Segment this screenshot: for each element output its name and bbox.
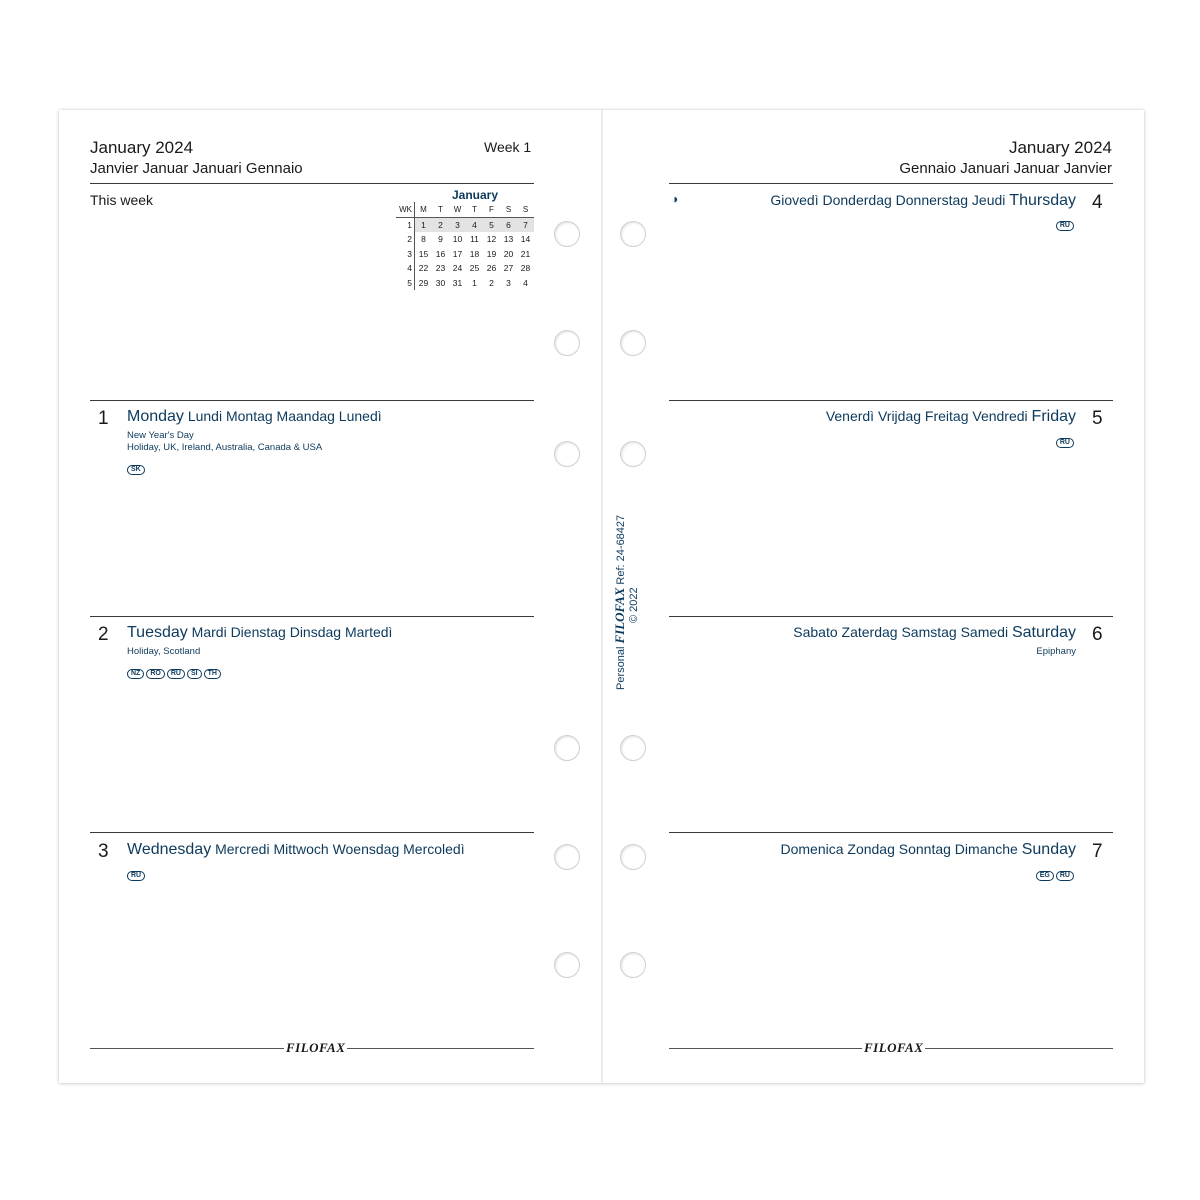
mini-day: 5 [483,217,500,232]
mini-week-number: 4 [396,261,415,276]
punch-hole [620,330,646,356]
mini-week-row [396,261,534,276]
country-badge: RU [1056,438,1074,448]
country-badges [1036,864,1076,882]
mini-day: 9 [438,234,443,245]
day-name-english: Saturday [1011,624,1076,641]
first-quarter-moon-icon: ◑ [671,192,679,206]
mini-col-header: T [432,202,449,217]
spine-ref: Ref: 24-68427 [615,514,627,585]
mini-day: 30 [435,277,446,288]
day-name-translations: Mardi Dienstag Dinsdag Martedì [191,624,393,640]
mini-week-number: 3 [396,247,415,262]
mini-day: 13 [503,234,514,245]
mini-day: 16 [435,248,446,259]
mini-day: 1 [415,217,433,232]
day-number: 1 [98,408,109,429]
right-header-subtitle: Gennaio Januari Januar Janvier [899,160,1112,177]
mini-day: 4 [523,277,528,288]
mini-day: 20 [503,248,514,259]
country-badge: RU [1056,871,1074,881]
mini-week-row [396,217,534,232]
mini-day: 4 [466,217,483,232]
mini-day: 26 [486,263,497,274]
mini-day: 15 [418,248,429,259]
day-name-english: Monday [127,408,184,425]
punch-hole [554,735,580,761]
day-number: 4 [1092,192,1103,213]
mini-day: 2 [432,217,449,232]
punch-hole [554,221,580,247]
mini-col-header: M [415,202,433,217]
day-name-translations: Venerdì Vrijdag Freitag Vendredi [825,408,1028,424]
left-header-subtitle: Janvier Januar Januari Gennaio [90,160,303,177]
day-note: Holiday, UK, Ireland, Australia, Canada & USA [127,442,323,453]
mini-col-header: T [466,202,483,217]
day-name-english: Sunday [1021,841,1076,858]
mini-week-number: 1 [396,217,415,232]
mini-day: 31 [452,277,463,288]
punch-hole [620,441,646,467]
mini-day: 7 [517,217,534,232]
country-badge: EG [1036,871,1054,881]
day-name-english: Thursday [1009,192,1076,209]
day-note: Holiday, Scotland [127,646,201,657]
mini-day: 22 [418,263,429,274]
day-name-english: Wednesday [127,841,212,858]
country-badges [127,864,147,882]
spine-copyright: © 2022 [628,587,640,623]
mini-day: 3 [506,277,511,288]
mini-day: 19 [486,248,497,259]
page-fold [601,110,603,1083]
country-badge: RU [127,871,145,881]
punch-hole [554,330,580,356]
day-name-translations: Domenica Zondag Sonntag Dimanche [780,841,1018,857]
day-name-translations: Giovedì Donderdag Donnerstag Jeudi [770,192,1006,208]
mini-day: 25 [469,263,480,274]
day-name-english: Tuesday [127,624,188,641]
day-rule [90,616,534,617]
day-number: 2 [98,624,109,645]
mini-col-header: S [500,202,517,217]
mini-calendar [396,188,536,290]
mini-day: 23 [435,263,446,274]
day-number: 5 [1092,408,1103,429]
punch-hole [620,735,646,761]
punch-hole [554,441,580,467]
punch-hole [554,952,580,978]
right-header-rule [669,183,1113,184]
mini-week-row [396,276,534,291]
spine-personal: Personal [615,646,627,690]
country-badges [1056,431,1076,449]
day-rule [669,616,1113,617]
mini-calendar-title: January [451,188,499,202]
day-name-english: Friday [1031,408,1076,425]
mini-day: 1 [472,277,477,288]
mini-col-header: F [483,202,500,217]
country-badge: RU [167,669,185,679]
punch-hole [620,221,646,247]
day-rule [90,400,534,401]
mini-col-header: S [517,202,534,217]
mini-day: 14 [520,234,531,245]
country-badge: NZ [127,669,144,679]
country-badges [127,662,223,680]
mini-day: 3 [449,217,466,232]
mini-day: 2 [489,277,494,288]
country-badges [127,458,147,476]
country-badge: RO [146,669,165,679]
week-label: Week 1 [484,139,532,155]
mini-day: 29 [418,277,429,288]
mini-day: 10 [452,234,463,245]
day-names [780,841,1076,859]
day-number: 7 [1092,841,1103,862]
mini-week-row [396,232,534,247]
day-note: Epiphany [1036,646,1076,657]
day-name-translations: Lundi Montag Maandag Lunedì [187,408,382,424]
mini-day: 12 [486,234,497,245]
punch-hole [620,952,646,978]
mini-week-number: 2 [396,232,415,247]
day-names [770,192,1076,210]
day-names [826,408,1076,426]
day-names [793,624,1076,642]
punch-hole [620,844,646,870]
mini-day: 17 [452,248,463,259]
day-number: 3 [98,841,109,862]
mini-week-row [396,247,534,262]
mini-day: 28 [520,263,531,274]
day-note: New Year's Day [127,430,194,441]
mini-day: 27 [503,263,514,274]
mini-day: 24 [452,263,463,274]
day-names [127,624,392,642]
day-names [127,841,465,859]
day-rule [669,400,1113,401]
mini-day: 11 [470,234,479,245]
country-badge: SI [187,669,202,679]
country-badge: TH [204,669,221,679]
day-name-translations: Mercredi Mittwoch Woensdag Mercoledì [215,841,465,857]
filofax-logo: FILOFAX [286,1040,346,1055]
day-name-translations: Sabato Zaterdag Samstag Samedi [793,624,1009,640]
country-badges [1056,214,1076,232]
day-rule [669,832,1113,833]
spine-brand: FILOFAX [612,587,627,644]
punch-hole [554,844,580,870]
mini-day: 21 [520,248,531,259]
mini-col-header: W [449,202,466,217]
mini-day: 18 [469,248,480,259]
this-week-label: This week [90,192,154,208]
day-number: 6 [1092,624,1103,645]
left-header-title: January 2024 [90,138,194,157]
country-badge: RU [1056,221,1074,231]
right-header-title: January 2024 [1008,138,1112,157]
day-rule [90,832,534,833]
mini-day: 8 [421,234,426,245]
country-badge: SK [127,465,145,475]
mini-day: 6 [500,217,517,232]
spine-reference [612,515,640,690]
day-names [127,408,382,426]
filofax-logo: FILOFAX [864,1040,924,1055]
mini-calendar-table [396,202,534,290]
mini-col-header: WK [396,202,415,217]
left-header-rule [90,183,534,184]
mini-week-number: 5 [396,276,415,291]
